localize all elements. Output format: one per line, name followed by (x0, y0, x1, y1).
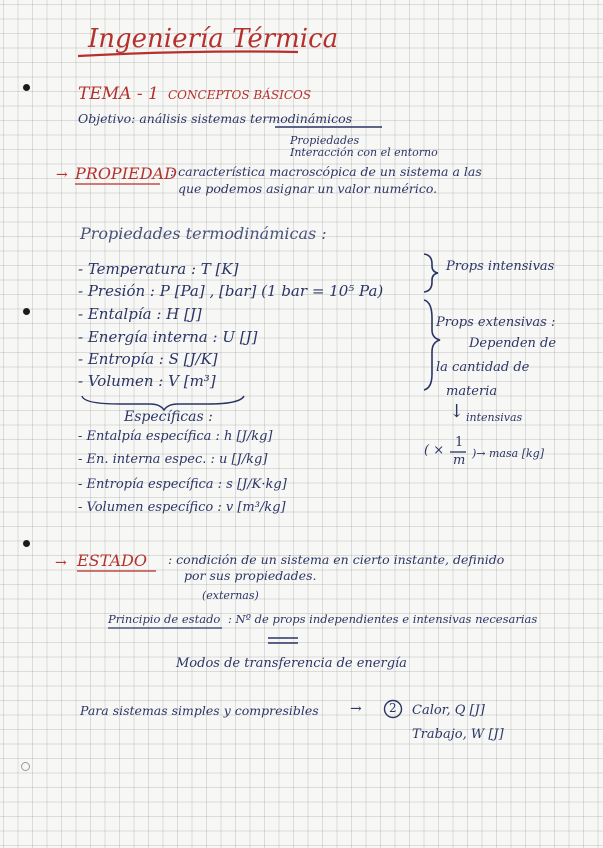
specific-heading: Específicas : (124, 409, 213, 425)
estado-definition-line1: : condición de un sistema en cierto instante, definido (168, 552, 505, 567)
side-depend-line3: materia (446, 384, 498, 399)
brace-intensive (424, 254, 438, 292)
specific-internal-energy: - En. interna espec. : u [J/kg] (78, 452, 268, 467)
objective-sub-properties: Propiedades (290, 134, 360, 147)
propiedad-label: PROPIEDAD (75, 164, 177, 183)
props-heading: Propiedades termodinámicas : (80, 224, 327, 243)
prop-enthalpy: - Entalpía : H [J] (78, 305, 202, 323)
principle-label: Principio de estado (108, 612, 221, 626)
trabajo-line: Trabajo, W [J] (412, 727, 504, 742)
down-arrow-icon: ↓ (449, 401, 465, 422)
energy-modes-heading: Modos de transferencia de energía (176, 656, 407, 671)
specific-enthalpy: - Entalpía específica : h [J/kg] (78, 429, 273, 444)
page-title: Ingeniería Térmica (88, 24, 339, 54)
simple-systems-lead: Para sistemas simples y compresibles (80, 703, 319, 718)
side-arrow-label: intensivas (466, 411, 523, 424)
principle-text: : Nº de props independientes e intensivas necesarias (228, 612, 538, 626)
brace-extensive (424, 300, 440, 390)
propiedad-definition-line1: : característica macroscópica de un sistema a las (170, 164, 482, 179)
specific-entropy: - Entropía específica : s [J/K·kg] (78, 477, 287, 492)
arrow-icon: → (56, 167, 68, 183)
side-mass-unit: )→ masa [kg] (472, 447, 544, 460)
arrow-icon: → (350, 701, 362, 717)
estado-label: ESTADO (77, 551, 147, 570)
estado-definition-line2: por sus propiedades. (184, 568, 317, 583)
prop-volume: - Volumen : V [m³] (78, 372, 216, 390)
arrow-icon: → (55, 555, 67, 571)
punch-hole (23, 540, 30, 547)
punch-hole (23, 308, 30, 315)
prop-entropy: - Entropía : S [J/K] (78, 350, 218, 368)
side-extensive: Props extensivas : (436, 315, 556, 330)
tema-label: TEMA - 1 (78, 84, 159, 104)
side-depend-line2: la cantidad de (436, 360, 530, 375)
estado-definition-line3: (externas) (202, 589, 259, 602)
objective-sub-interaction: Interacción con el entorno (290, 146, 438, 159)
side-depend-line1: Dependen de (469, 336, 557, 351)
tema-name: CONCEPTOS BÁSICOS (168, 88, 312, 102)
prop-temperature: - Temperatura : T [K] (78, 260, 239, 278)
specific-volume: - Volumen específico : v [m³/kg] (78, 500, 286, 515)
prop-internal-energy: - Energía interna : U [J] (78, 328, 258, 346)
side-intensive: Props intensivas (446, 259, 555, 274)
side-fraction-numerator: 1 (455, 435, 464, 450)
prop-pressure: - Presión : P [Pa] , [bar] (1 bar = 10⁵ Pa) (78, 282, 384, 300)
objective-text: Objetivo: análisis sistemas termodinámicos (78, 111, 353, 126)
calor-line: Calor, Q [J] (412, 703, 485, 718)
punch-hole (23, 84, 30, 91)
brace-specific (82, 396, 244, 410)
side-times: ( × (424, 443, 445, 458)
punch-hole (21, 762, 30, 771)
circled-number: 2 (389, 701, 397, 715)
propiedad-definition-line2: que podemos asignar un valor numérico. (178, 181, 438, 196)
side-fraction-denominator: m (453, 453, 466, 468)
